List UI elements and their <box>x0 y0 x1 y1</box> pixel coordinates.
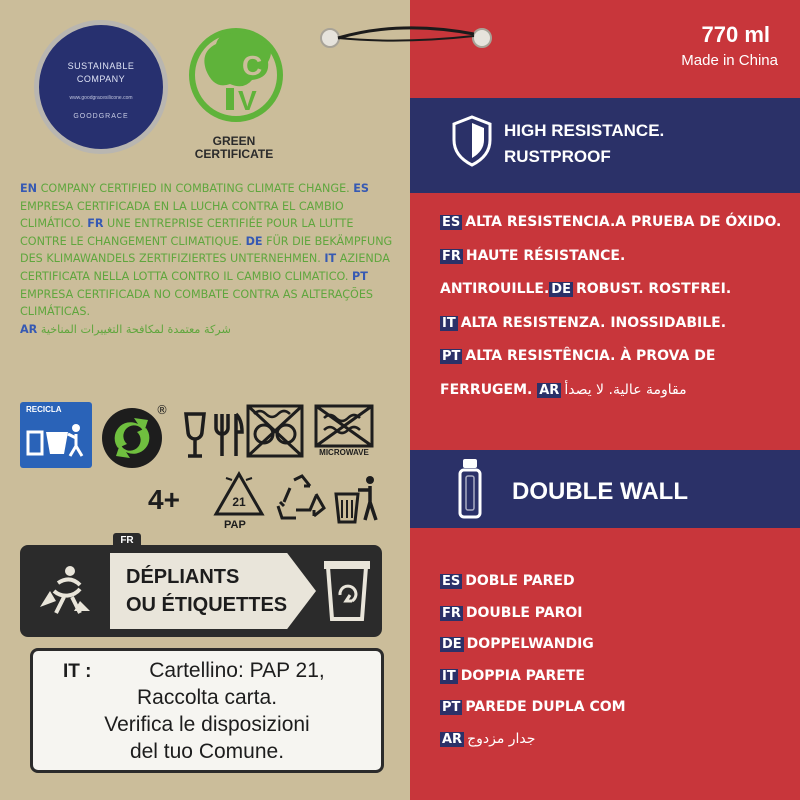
lang-code: ES <box>442 574 461 589</box>
it-line2: Raccolta carta. <box>136 686 278 709</box>
svg-text:C: C <box>242 50 263 81</box>
lang-code: FR <box>442 248 461 264</box>
not-microwave-safe-icon <box>312 402 376 460</box>
it-line1: Cartellino: PAP 21, <box>149 659 325 682</box>
not-dishwasher-safe-icon <box>244 402 306 460</box>
paper-recycle-bin-icon <box>320 557 374 623</box>
green-certificate-logo-icon <box>186 20 286 140</box>
statement-text: COMPANY CERTIFIED IN COMBATING CLIMATE CHANGE. <box>40 182 350 195</box>
translation-row <box>440 598 790 630</box>
triman-icon <box>34 557 100 623</box>
microwave-label: MICROWAVE <box>319 448 369 457</box>
lang-code: DE <box>245 234 263 248</box>
lang-code: IT <box>442 315 456 331</box>
green-label-line2: CERTIFICATE <box>194 147 274 161</box>
lang-code: DE <box>442 637 462 652</box>
lang-code: AR <box>442 731 463 747</box>
food-safe-icon <box>180 410 244 462</box>
recicla-label: RECICLA <box>26 405 62 414</box>
translation-row <box>440 661 790 693</box>
translation-text: ALTA RESISTENCIA.A PRUEBA DE ÓXIDO. <box>465 214 782 230</box>
translation-text: DOUBLE PAROI <box>465 604 583 621</box>
translation-row <box>440 629 790 661</box>
lang-code: PT <box>442 700 461 715</box>
lang-code: PT <box>442 349 461 364</box>
green-dot-icon <box>98 404 168 470</box>
lang-code: DE <box>551 282 571 297</box>
feature1-title <box>504 118 664 170</box>
statement-text: UNE ENTREPRISE CERTIFIÉE POUR LA LUTTE CONTRE LE CHANGEMENT CLIMATIQUE. <box>20 217 354 248</box>
recicla-badge <box>20 402 92 468</box>
feature1-translations <box>440 206 790 407</box>
it-code: IT : <box>63 661 92 682</box>
statement-text: EMPRESA CERTIFICADA NO COMBATE CONTRA AS ALTERAÇÕES CLIMÁTICAS. <box>20 287 374 319</box>
lang-code: ES <box>442 215 461 230</box>
bottle-icon <box>455 456 485 520</box>
lang-code: FR <box>442 605 461 621</box>
recycle-arrows-icon <box>276 472 328 524</box>
volume-label: 770 ml <box>701 22 770 47</box>
origin-label: Made in China <box>681 52 778 69</box>
statement-text-arabic: شركة معتمدة لمكافحة التغييرات المناخية <box>40 322 231 336</box>
svg-text:V: V <box>238 85 257 116</box>
lang-code: EN <box>20 182 38 195</box>
seal-brand: GOODGRACE <box>73 113 129 120</box>
italian-disposal-notice <box>30 648 384 773</box>
feature2-translations <box>440 566 790 755</box>
seal-line2: COMPANY <box>76 74 126 84</box>
lang-code: AR <box>539 382 560 398</box>
pap-number: 21 <box>232 495 246 509</box>
pap-label: PAP <box>224 519 246 531</box>
translation-row <box>440 692 790 724</box>
lang-code: IT <box>442 668 456 684</box>
registered-mark: ® <box>156 404 168 417</box>
lang-code: ES <box>353 182 369 195</box>
green-certificate-label <box>172 135 296 161</box>
translation-text: DOPPIA PARETE <box>460 667 585 684</box>
string-cord-icon <box>330 24 480 52</box>
translation-row <box>440 566 790 598</box>
translation-text: ROBUST. ROSTFREI. <box>575 281 732 297</box>
statement-text: AZIENDA CERTIFICATA NELLA LOTTA CONTRO IL CAMBIO CLIMATICO. <box>20 252 390 283</box>
translation-text: DOBLE PARED <box>465 573 575 589</box>
statement-text: FÜR DIE BEKÄMPFUNG DES KLIMAWANDELS ZERTIFIZIERTES UNTERNEHMEN. <box>20 234 393 266</box>
translation-text: HAUTE RÉSISTANCE. ANTIROUILLE. <box>440 247 626 297</box>
translation-text: ALTA RESISTÊNCIA. À PROVA DE FERRUGEM. <box>440 348 716 398</box>
it-line4: del tuo Comune. <box>129 740 285 763</box>
triman-sorting-info <box>20 535 382 637</box>
sustainable-company-seal <box>34 20 168 154</box>
it-line3: Verifica le disposizioni <box>104 713 310 736</box>
shield-icon <box>450 114 494 168</box>
seal-url: www.goodgracesilicone.com <box>69 95 133 101</box>
feature1-title-line2: RUSTPROOF <box>504 147 611 166</box>
statement-text: EMPRESA CERTIFICADA EN LA LUCHA CONTRA EL CAMBIO CLIMÁTICO. <box>20 199 344 231</box>
recycle-bin-person-icon <box>20 402 92 468</box>
lang-code: IT <box>324 252 337 266</box>
seal-line1: SUSTAINABLE <box>67 61 135 71</box>
lang-code: PT <box>352 269 368 283</box>
triman-line1: DÉPLIANTS <box>126 566 240 588</box>
translation-text: PAREDE DUPLA COM <box>465 699 626 715</box>
translation-text-arabic: جدار مزدوج <box>467 730 536 747</box>
triman-line2: OU ÉTIQUETTES <box>126 594 288 616</box>
triman-text <box>126 563 287 619</box>
feature1-title-line1: HIGH RESISTANCE. <box>504 121 665 140</box>
certification-statement <box>20 180 395 338</box>
tidy-man-icon <box>330 472 382 526</box>
age-warning: 4+ <box>148 484 180 515</box>
translation-text: ALTA RESISTENZA. INOSSIDABILE. <box>460 314 727 331</box>
lang-code: FR <box>87 217 104 231</box>
translation-text-arabic: مقاومة عالية. لا يصدأ <box>564 381 687 398</box>
triman-lang: FR <box>113 533 141 549</box>
translation-text: DOPPELWANDIG <box>466 636 594 652</box>
translation-row <box>440 724 790 756</box>
feature2-title: DOUBLE WALL <box>512 478 688 505</box>
pap-recycle-triangle-icon <box>212 470 266 520</box>
lang-code: AR <box>20 322 38 336</box>
green-label-line1: GREEN <box>212 134 256 148</box>
